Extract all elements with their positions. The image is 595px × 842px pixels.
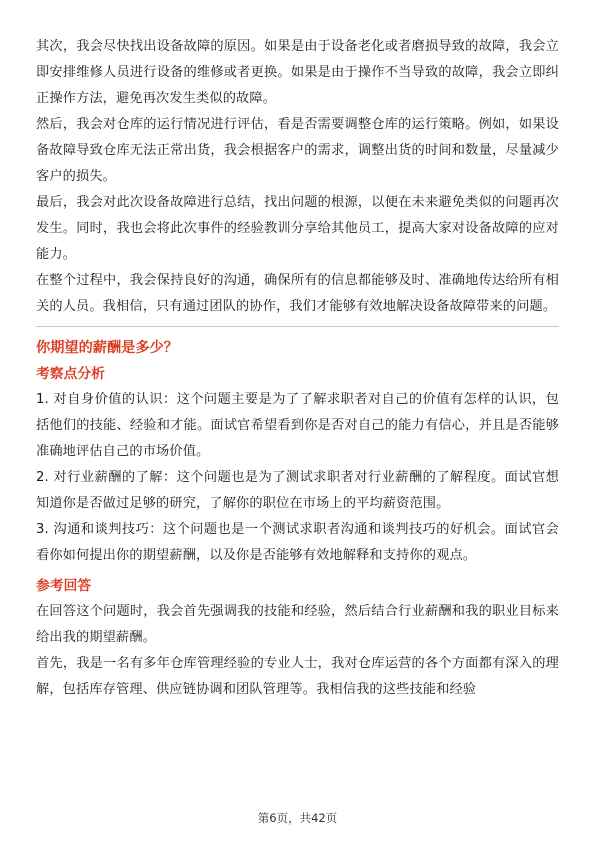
section-divider: [36, 326, 559, 327]
body-paragraph: 在整个过程中，我会保持良好的沟通，确保所有的信息都能够及时、准确地传达给所有相关的人员。我相信，只有通过团队的协作，我们才能够有效地解决设备故障带来的问题。: [36, 273, 559, 314]
body-paragraph: 其次，我会尽快找出设备故障的原因。如果是由于设备老化或者磨损导致的故障，我会立即安排维修人员进行设备的维修或者更换。如果是由于操作不当导致的故障，我会立即纠正操作方法，避免再次发生类似的故障。: [36, 39, 559, 106]
analysis-item: 1. 对自身价值的认识：这个问题主要是为了了解求职者对自己的价值有怎样的认识，包括他们的技能、经验和才能。面试官希望看到你是否对自己的能力有信心，并且是否能够准确地评估自己的市场价值。: [36, 392, 559, 459]
body-paragraph: 然后，我会对仓库的运行情况进行评估，看是否需要调整仓库的运行策略。例如，如果设备故障导致仓库无法正常出货，我会根据客户的需求，调整出货的时间和数量，尽量减少客户的损失。: [36, 117, 559, 184]
analysis-heading: 考察点分析: [36, 366, 105, 382]
analysis-item: 3. 沟通和谈判技巧：这个问题也是一个测试求职者沟通和谈判技巧的好机会。面试官会看你如何提出你的期望薪酬，以及你是否能够有效地解释和支持你的观点。: [36, 522, 559, 563]
answer-paragraph: 首先，我是一名有多年仓库管理经验的专业人士，我对仓库运营的各个方面都有深入的理解，包括库存管理、供应链协调和团队管理等。我相信我的这些技能和经验: [36, 656, 559, 697]
answer-paragraph: 在回答这个问题时，我会首先强调我的技能和经验，然后结合行业薪酬和我的职业目标来给出我的期望薪酬。: [36, 604, 559, 645]
body-paragraph: 最后，我会对此次设备故障进行总结，找出问题的根源，以便在未来避免类似的问题再次发生。同时，我也会将此次事件的经验教训分享给其他员工，提高大家对设备故障的应对能力。: [36, 195, 559, 262]
document-page: [36, 34, 559, 703]
analysis-item: 2. 对行业薪酬的了解：这个问题也是为了测试求职者对行业薪酬的了解程度。面试官想知道你是否做过足够的研究，了解你的职位在市场上的平均薪资范围。: [36, 470, 559, 511]
answer-heading: 参考回答: [36, 578, 92, 594]
page-number: 第6页，共42页: [257, 811, 338, 825]
question-title: 你期望的薪酬是多少？: [36, 340, 178, 356]
